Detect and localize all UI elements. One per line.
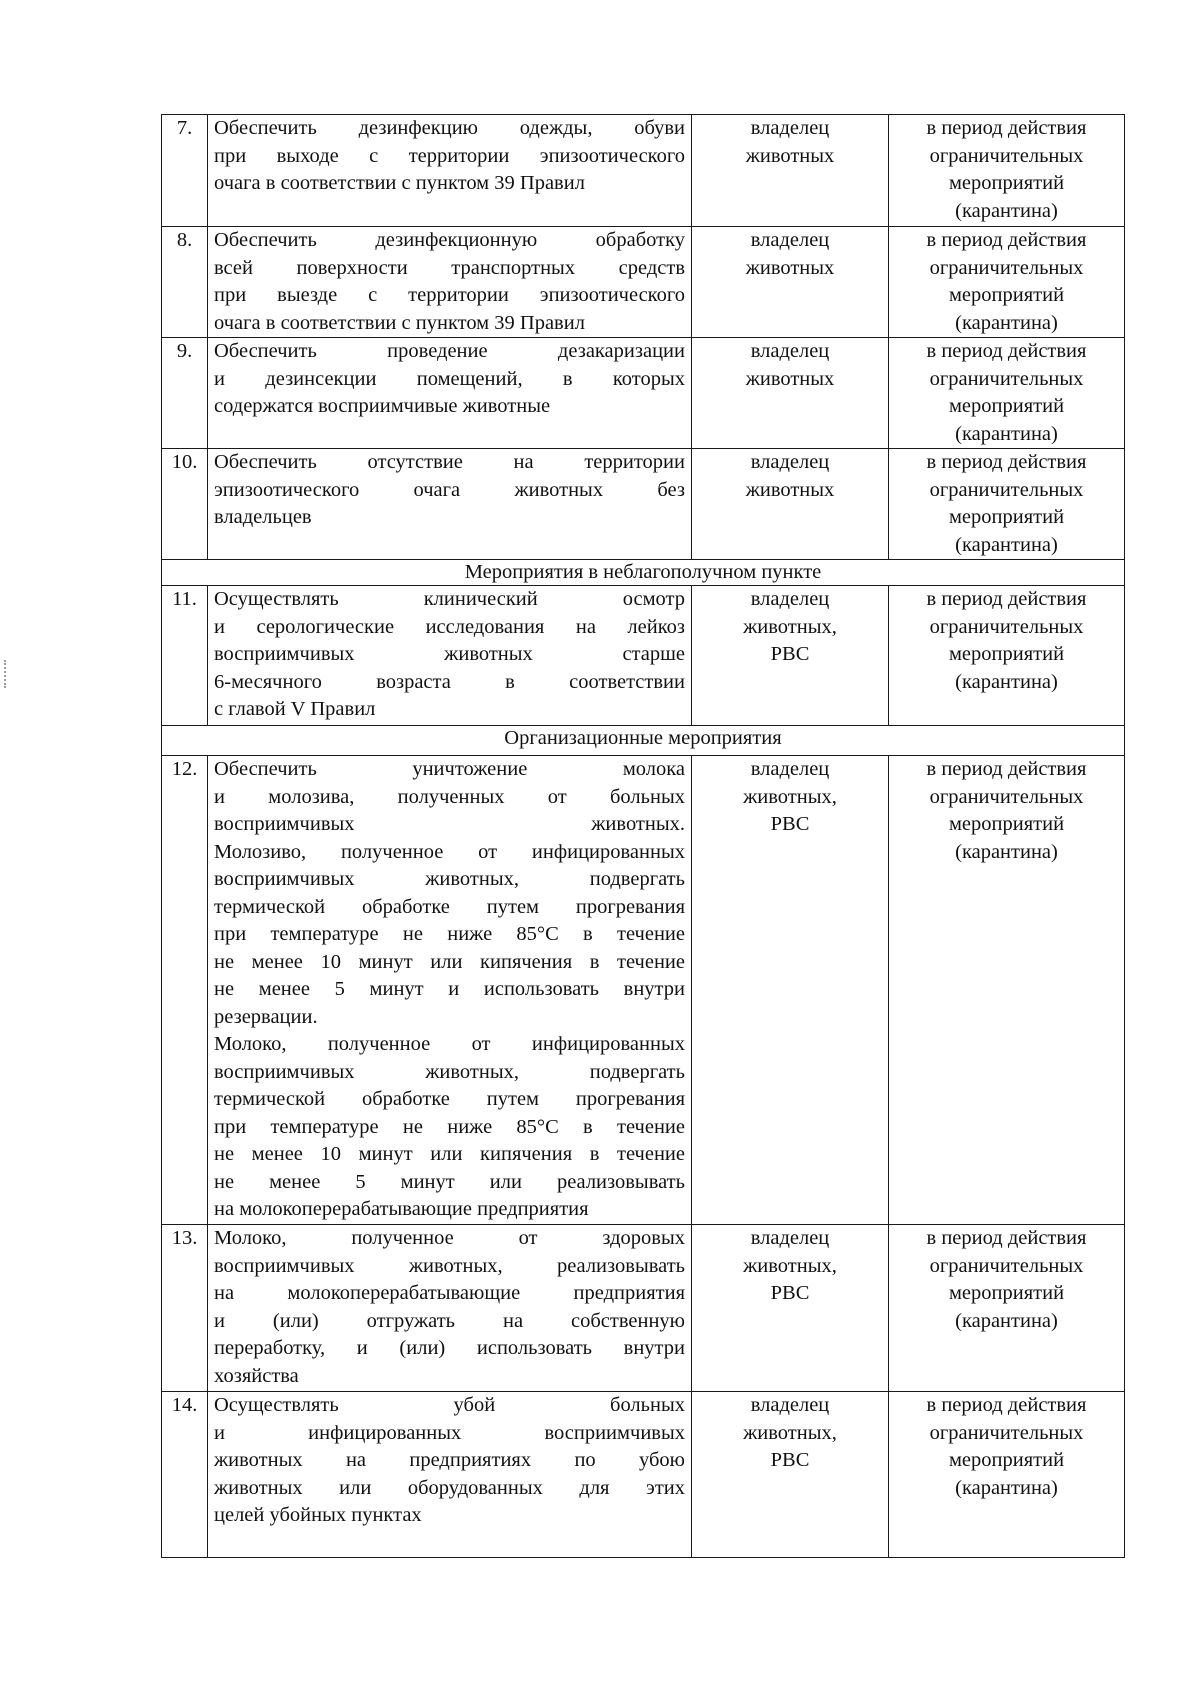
responsible-party — [692, 449, 889, 560]
cell-line: (карантина) — [955, 670, 1058, 693]
section-header-row — [162, 560, 1125, 586]
text-line: восприимчивых животных, реализовывать — [214, 1254, 685, 1277]
text-line: очага в соответствии с пунктом 39 Правил — [214, 311, 585, 334]
cell-line: ограничительных — [929, 478, 1084, 501]
text-line: Осуществлять клинический осмотр — [214, 588, 685, 610]
text-line: термической обработке путем прогревания — [214, 1088, 685, 1110]
text-line: не менее 10 минут или кипячения в течение — [214, 1143, 685, 1165]
cell-line: животных — [745, 256, 835, 279]
cell-line: ограничительных — [929, 1254, 1084, 1277]
cell-line: животных — [745, 144, 835, 167]
text-line: термической обработке путем прогревания — [214, 895, 685, 918]
table-row — [162, 115, 1125, 227]
measures-table-body — [162, 115, 1125, 1558]
cell-line: мероприятий — [948, 643, 1065, 665]
text-line: владельцев — [214, 506, 312, 528]
measure-description — [208, 1225, 692, 1392]
table-row — [162, 1392, 1125, 1558]
text-line: при выезде с территории эпизоотического — [214, 284, 685, 306]
text-line: и молозива, полученных от больных — [214, 785, 685, 808]
text-line: и серологические исследования на лейкоз — [214, 615, 685, 638]
text-line: резервации. — [214, 1005, 318, 1028]
item-number: 10. — [162, 449, 208, 560]
cell-line: владелец — [750, 117, 830, 139]
item-number: 8. — [162, 227, 208, 338]
text-line: при выходе с территории эпизоотического — [214, 144, 685, 167]
cell-line: РВС — [770, 813, 810, 835]
measure-description — [208, 449, 692, 560]
cell-line: мероприятий — [948, 1282, 1065, 1304]
text-line: Осуществлять убой больных — [214, 1394, 685, 1416]
text-line: восприимчивых животных старше — [214, 643, 685, 665]
measure-description — [208, 1392, 692, 1558]
text-line: Обеспечить дезинфекционную обработку — [214, 229, 685, 251]
cell-line: владелец — [750, 1227, 830, 1249]
cell-line: животных, — [743, 615, 837, 638]
cell-line: мероприятий — [948, 1449, 1065, 1471]
cell-line: в период действия — [926, 340, 1087, 362]
cell-line: в период действия — [926, 1394, 1087, 1416]
table-row — [162, 227, 1125, 338]
cell-line: в период действия — [926, 229, 1087, 251]
cell-line: ограничительных — [929, 785, 1084, 808]
cell-line: животных — [745, 478, 835, 501]
text-line: Обеспечить дезинфекцию одежды, обуви — [214, 117, 685, 139]
cell-line: (карантина) — [955, 422, 1058, 445]
cell-line: в период действия — [926, 451, 1087, 473]
measures-table — [161, 114, 1125, 1558]
cell-line: животных, — [743, 1254, 837, 1277]
cell-line: животных, — [743, 1421, 837, 1444]
cell-line: ограничительных — [929, 615, 1084, 638]
section-title: Мероприятия в неблагополучном пункте — [162, 560, 1125, 586]
cell-line: (карантина) — [955, 199, 1058, 222]
table-row — [162, 338, 1125, 449]
cell-line: животных, — [743, 785, 837, 808]
text-line: хозяйства — [214, 1364, 299, 1387]
text-line: восприимчивых животных. — [214, 813, 685, 835]
item-number: 13. — [162, 1225, 208, 1392]
section-title: Организационные мероприятия — [162, 726, 1125, 756]
cell-line: владелец — [750, 588, 830, 610]
responsible-party — [692, 338, 889, 449]
cell-line: ограничительных — [929, 1421, 1084, 1444]
cell-line: ограничительных — [929, 256, 1084, 279]
text-line: Обеспечить отсутствие на территории — [214, 451, 685, 473]
cell-line: ограничительных — [929, 144, 1084, 167]
text-line: на молокоперерабатывающие предприятия — [214, 1198, 589, 1220]
table-row — [162, 449, 1125, 560]
table-row — [162, 586, 1125, 726]
text-line: при температуре не ниже 85°С в течение — [214, 1115, 685, 1138]
text-line: Обеспечить проведение дезакаризации — [214, 340, 685, 362]
execution-period — [889, 227, 1125, 338]
cell-line: животных — [745, 367, 835, 390]
cell-line: (карантина) — [955, 533, 1058, 556]
text-line: Молозиво, полученное от инфицированных — [214, 840, 685, 863]
text-line: не менее 5 минут или реализовывать — [214, 1170, 685, 1193]
cell-line: РВС — [770, 1282, 810, 1304]
cell-line: в период действия — [926, 588, 1087, 610]
text-line: и (или) отгружать на собственную — [214, 1309, 685, 1332]
text-line: целей убойных пунктах — [214, 1504, 422, 1526]
cell-line: владелец — [750, 229, 830, 251]
responsible-party — [692, 115, 889, 227]
execution-period — [889, 115, 1125, 227]
execution-period — [889, 586, 1125, 726]
cell-line: (карантина) — [955, 1309, 1058, 1332]
text-line: переработку, и (или) использовать внутри — [214, 1337, 685, 1359]
text-line: всей поверхности транспортных средств — [214, 256, 685, 279]
text-line: очага в соответствии с пунктом 39 Правил — [214, 172, 585, 194]
text-line: на молокоперерабатывающие предприятия — [214, 1282, 685, 1304]
responsible-party — [692, 586, 889, 726]
cell-line: владелец — [750, 340, 830, 362]
execution-period — [889, 338, 1125, 449]
text-line: при температуре не ниже 85°С в течение — [214, 923, 685, 945]
cell-line: в период действия — [926, 117, 1087, 139]
item-number: 9. — [162, 338, 208, 449]
item-number: 7. — [162, 115, 208, 227]
cell-line: ограничительных — [929, 367, 1084, 390]
table-row — [162, 1225, 1125, 1392]
cell-line: мероприятий — [948, 172, 1065, 194]
cell-line: мероприятий — [948, 284, 1065, 306]
cell-line: мероприятий — [948, 395, 1065, 417]
measure-description — [208, 115, 692, 227]
responsible-party — [692, 1225, 889, 1392]
cell-line: (карантина) — [955, 1476, 1058, 1499]
responsible-party — [692, 227, 889, 338]
text-line: и дезинсекции помещений, в которых — [214, 367, 685, 390]
execution-period — [889, 1392, 1125, 1558]
measure-description — [208, 227, 692, 338]
execution-period — [889, 449, 1125, 560]
text-line: и инфицированных восприимчивых — [214, 1421, 685, 1444]
scan-margin-mark — [4, 660, 8, 688]
text-line: восприимчивых животных, подвергать — [214, 1060, 685, 1083]
text-line: восприимчивых животных, подвергать — [214, 868, 685, 890]
cell-line: владелец — [750, 451, 830, 473]
cell-line: в период действия — [926, 758, 1087, 780]
text-line: содержатся восприимчивые животные — [214, 395, 551, 417]
text-line: Молоко, полученное от здоровых — [214, 1227, 685, 1249]
text-line: эпизоотического очага животных без — [214, 478, 685, 501]
measure-description — [208, 338, 692, 449]
item-number: 11. — [162, 586, 208, 726]
text-line: Молоко, полученное от инфицированных — [214, 1033, 685, 1055]
item-number: 14. — [162, 1392, 208, 1558]
responsible-party — [692, 756, 889, 1225]
text-line: Обеспечить уничтожение молока — [214, 758, 685, 780]
text-line: не менее 5 минут и использовать внутри — [214, 978, 685, 1000]
cell-line: РВС — [770, 1449, 810, 1471]
execution-period — [889, 1225, 1125, 1392]
text-line: 6-месячного возраста в соответствии — [214, 670, 685, 693]
execution-period — [889, 756, 1125, 1225]
cell-line: (карантина) — [955, 840, 1058, 863]
table-row — [162, 756, 1125, 1225]
cell-line: мероприятий — [948, 506, 1065, 528]
text-line: животных на предприятиях по убою — [214, 1449, 685, 1471]
measure-description — [208, 586, 692, 726]
responsible-party — [692, 1392, 889, 1558]
text-line: животных или оборудованных для этих — [214, 1476, 685, 1499]
section-header-row — [162, 726, 1125, 756]
cell-line: РВС — [770, 643, 810, 665]
measure-description — [208, 756, 692, 1225]
cell-line: (карантина) — [955, 311, 1058, 334]
cell-line: владелец — [750, 1394, 830, 1416]
item-number: 12. — [162, 756, 208, 1225]
cell-line: мероприятий — [948, 813, 1065, 835]
cell-line: в период действия — [926, 1227, 1087, 1249]
text-line: не менее 10 минут или кипячения в течение — [214, 950, 685, 973]
text-line: с главой V Правил — [214, 698, 376, 720]
cell-line: владелец — [750, 758, 830, 780]
